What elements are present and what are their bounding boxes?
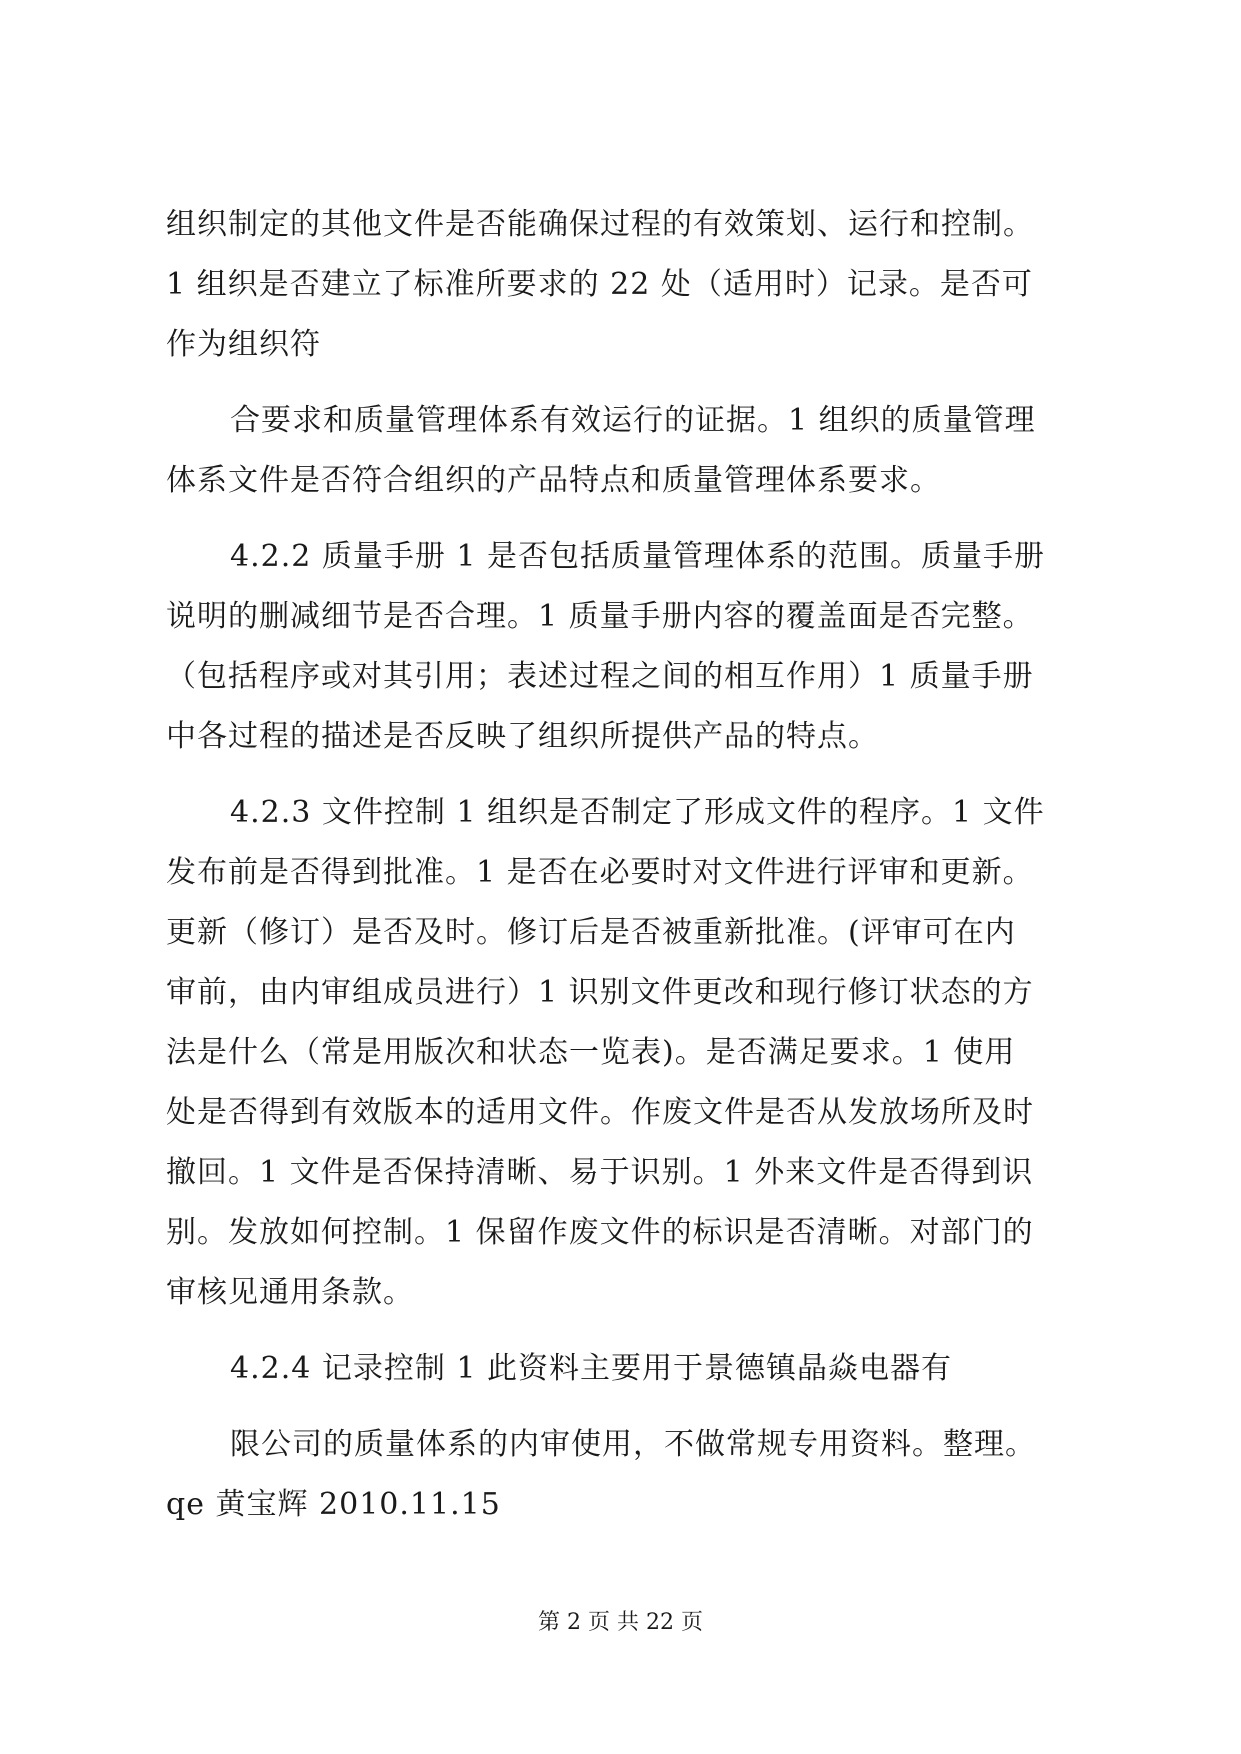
paragraph-gap xyxy=(166,767,1078,783)
text-line: （包括程序或对其引用；表述过程之间的相互作用）1 质量手册 xyxy=(166,659,1034,694)
text-line: qe 黄宝辉 2010.11.15 xyxy=(166,1487,501,1522)
paragraph xyxy=(166,195,1078,375)
text-line: 法是什么（常是用版次和状态一览表)。是否满足要求。1 使用 xyxy=(166,1035,1016,1070)
text-line: 1 组织是否建立了标准所要求的 22 处（适用时）记录。是否可 xyxy=(166,267,1033,302)
text-line: 中各过程的描述是否反映了组织所提供产品的特点。 xyxy=(166,719,879,754)
text-line: 更新（修订）是否及时。修订后是否被重新批准。(评审可在内 xyxy=(166,915,1016,950)
text-line: 4.2.3 文件控制 1 组织是否制定了形成文件的程序。1 文件 xyxy=(230,795,1045,830)
text-line: 体系文件是否符合组织的产品特点和质量管理体系要求。 xyxy=(166,463,941,498)
text-line: 别。发放如何控制。1 保留作废文件的标识是否清晰。对部门的 xyxy=(166,1215,1034,1250)
paragraph-gap xyxy=(166,1323,1078,1339)
text-line: 审前，由内审组成员进行）1 识别文件更改和现行修订状态的方 xyxy=(166,975,1034,1010)
text-line: 说明的删减细节是否合理。1 质量手册内容的覆盖面是否完整。 xyxy=(166,599,1034,634)
text-line: 合要求和质量管理体系有效运行的证据。1 组织的质量管理 xyxy=(230,403,1036,438)
text-line: 审核见通用条款。 xyxy=(166,1275,414,1310)
text-line: 作为组织符 xyxy=(166,327,321,362)
text-line: 4.2.4 记录控制 1 此资料主要用于景德镇晶焱电器有 xyxy=(230,1351,953,1386)
paragraph xyxy=(166,1339,1078,1399)
page-number-footer: 第 2 页 共 22 页 xyxy=(538,1610,703,1635)
text-line: 发布前是否得到批准。1 是否在必要时对文件进行评审和更新。 xyxy=(166,855,1034,890)
paragraph xyxy=(166,391,1078,511)
text-line: 4.2.2 质量手册 1 是否包括质量管理体系的范围。质量手册 xyxy=(230,539,1046,574)
text-line: 限公司的质量体系的内审使用，不做常规专用资料。整理。 xyxy=(230,1427,1036,1462)
document-body xyxy=(166,195,1078,1535)
paragraph-gap xyxy=(166,375,1078,391)
paragraph xyxy=(166,527,1078,767)
text-line: 组织制定的其他文件是否能确保过程的有效策划、运行和控制。 xyxy=(166,207,1034,242)
paragraph-gap xyxy=(166,1399,1078,1415)
paragraph xyxy=(166,1415,1078,1535)
text-line: 撤回。1 文件是否保持清晰、易于识别。1 外来文件是否得到识 xyxy=(166,1155,1034,1190)
text-line: 处是否得到有效版本的适用文件。作废文件是否从发放场所及时 xyxy=(166,1095,1034,1130)
paragraph xyxy=(166,783,1078,1323)
paragraph-gap xyxy=(166,511,1078,527)
